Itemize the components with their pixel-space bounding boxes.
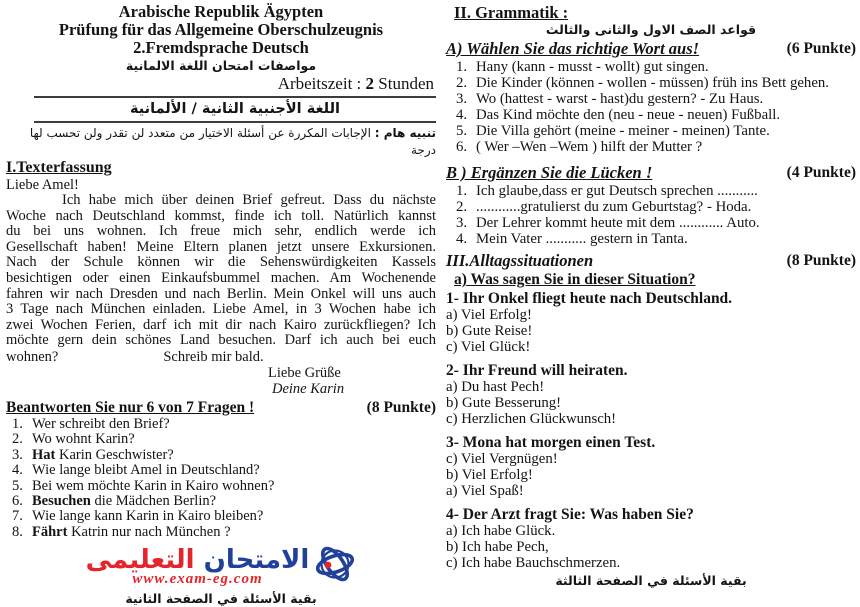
item-text: Ich glaube,dass er gut Deutsch sprechen ........... xyxy=(476,183,758,199)
letter-last-center: Schreib mir bald. xyxy=(163,348,264,365)
situation-options xyxy=(446,523,856,571)
logo-word-educational: التعليمى xyxy=(85,544,195,575)
section-1-title: I.Texterfassung xyxy=(6,159,112,176)
question-rest: Bei wem möchte Karin in Kairo wohnen? xyxy=(32,477,275,494)
item-number: 2. xyxy=(456,75,468,91)
section-3-points: (8 Punkte) xyxy=(786,252,856,269)
notice-lead: تنبيه هام : xyxy=(374,126,436,140)
question-rest: Katrin nur nach München ? xyxy=(67,523,231,540)
left-column xyxy=(6,3,436,607)
item-text: Mein Vater ........... gestern in Tanta. xyxy=(476,231,688,247)
item-number: 4. xyxy=(456,231,468,247)
logo-url: www.exam-eg.com xyxy=(132,570,263,587)
item-number: 1. xyxy=(456,59,468,75)
question-item xyxy=(6,509,436,524)
letter-last-line xyxy=(6,349,436,365)
situation-block-4 xyxy=(446,506,856,571)
question-item xyxy=(6,494,436,509)
grammar-arabic-subtitle: قواعد الصف الاول والثانى والثالث xyxy=(545,22,757,37)
grammar-item xyxy=(446,231,856,247)
option-item: c) Ich habe Bauchschmerzen. xyxy=(446,555,621,571)
question-text xyxy=(32,417,170,432)
grammar-item xyxy=(446,107,856,123)
question-rest: die Mädchen Berlin? xyxy=(90,492,217,509)
header-country: Arabische Republik Ägypten xyxy=(118,2,324,21)
grammar-item xyxy=(446,139,856,155)
part-a-heading xyxy=(446,39,856,59)
section-2-title: II. Grammatik : xyxy=(454,3,569,22)
grammar-item xyxy=(446,199,856,215)
letter-line: 3 Tage nach München einladen. Liebe Amel, in 3 Wochen habe ich xyxy=(6,301,436,318)
question-number: 7. xyxy=(12,508,23,525)
option-item: c) Viel Vergnügen! xyxy=(446,451,558,467)
question-rest: Wie lange kann Karin in Kairo bleiben? xyxy=(32,508,264,525)
part-b-heading xyxy=(446,163,856,183)
question-item xyxy=(6,479,436,494)
situation-options xyxy=(446,451,856,499)
letter-line: fahren wir nach Dresden und nach Berlin. Mein Onkel will uns auch xyxy=(6,285,436,302)
item-text: Das Kind möchte den (neu - neue - neuen) Fußball. xyxy=(476,107,781,123)
item-number: 2. xyxy=(456,199,468,215)
question-text xyxy=(32,432,135,447)
question-item xyxy=(6,432,436,447)
item-number: 3. xyxy=(456,91,468,107)
situation-title: 4- Der Arzt fragt Sie: Was haben Sie? xyxy=(446,506,694,523)
situation-title: 1- Ihr Onkel fliegt heute nach Deutschland. xyxy=(446,290,733,307)
question-text xyxy=(32,509,263,524)
right-column xyxy=(446,3,856,589)
section-3-heading xyxy=(446,251,856,271)
situation-options xyxy=(446,379,856,427)
part-b-title: B ) Ergänzen Sie die Lücken ! xyxy=(446,163,653,182)
letter-line: möchte gern dein schönes Land besuchen. Darf ich auch bei euch xyxy=(6,332,436,349)
grammar-item xyxy=(446,59,856,75)
letter-body xyxy=(6,193,436,349)
part-a-points: (6 Punkte) xyxy=(786,40,856,57)
letter-line: besichtigen oder einen Einkaufsbummel machen. Am Wochenende xyxy=(6,269,436,286)
option-item: b) Gute Besserung! xyxy=(446,395,562,411)
option-item: a) Ich habe Glück. xyxy=(446,523,556,539)
grammar-item xyxy=(446,183,856,199)
question-number: 6. xyxy=(12,492,23,509)
part-b-points: (4 Punkte) xyxy=(786,164,856,181)
footer-left: بقية الأسئلة في الصفحة الثانية xyxy=(125,591,317,607)
question-item xyxy=(6,417,436,432)
question-bold-word: Fährt xyxy=(32,523,68,540)
questions-task-title: Beantworten Sie nur 6 von 7 Fragen ! xyxy=(6,398,255,416)
question-number: 4. xyxy=(12,462,23,479)
question-item xyxy=(6,463,436,478)
grammar-item xyxy=(446,91,856,107)
situation-title: 2- Ihr Freund will heiraten. xyxy=(446,362,628,379)
item-number: 3. xyxy=(456,215,468,231)
footer-right: بقية الأسئلة في الصفحة الثالثة xyxy=(555,573,747,588)
question-number: 2. xyxy=(12,431,23,448)
question-item xyxy=(6,525,436,540)
worktime-line xyxy=(6,74,436,94)
part-a-title: A) Wählen Sie das richtige Wort aus! xyxy=(446,39,700,58)
letter-line: Nach der Schule können wir die Sehenswürdigkeiten Kassels xyxy=(6,254,436,271)
grammar-item xyxy=(446,123,856,139)
question-bold-word: Hat xyxy=(32,446,56,463)
header-exam-name: Prüfung für das Allgemeine Oberschulzeugnis xyxy=(58,20,384,39)
option-item: b) Ich habe Pech, xyxy=(446,539,549,555)
atom-icon xyxy=(314,544,356,589)
option-item: c) Herzlichen Glückwunsch! xyxy=(446,411,617,427)
question-text xyxy=(32,479,274,494)
question-number: 5. xyxy=(12,477,23,494)
item-number: 1. xyxy=(456,183,468,199)
exam-eg-logo xyxy=(6,543,436,589)
part-a-list xyxy=(446,59,856,155)
item-text: Der Lehrer kommt heute mit dem ............ Auto. xyxy=(476,215,760,231)
important-notice xyxy=(6,125,436,159)
letter-line: Gesellschaft haben! Meine Eltern planen jetzt unsere Exkursionen. xyxy=(6,238,436,255)
question-number: 3. xyxy=(12,446,23,463)
question-rest: Wo wohnt Karin? xyxy=(32,431,135,448)
subject-title-box: اللغة الأجنبية الثانية / الألمانية xyxy=(34,96,436,123)
question-list xyxy=(6,417,436,540)
questions-task-points: (8 Punkte) xyxy=(366,398,436,416)
option-item: b) Viel Erfolg! xyxy=(446,467,533,483)
logo-arabic-title xyxy=(86,546,310,574)
letter-salutation: Liebe Amel! xyxy=(6,177,79,193)
item-text: Die Villa gehört (meine - meiner - meinen) Tante. xyxy=(476,123,770,139)
option-item: c) Viel Glück! xyxy=(446,339,531,355)
worktime-unit: Stunden xyxy=(374,74,434,93)
situation-block-2 xyxy=(446,362,856,427)
question-bold-word: Besuchen xyxy=(32,492,91,509)
header-subject-arabic: مواصفات امتحان اللغة الالمانية xyxy=(125,58,317,73)
logo-text-block xyxy=(86,546,310,587)
grammar-item xyxy=(446,75,856,91)
letter-line: du bei uns wohnen. Ich freue mich sehr, endlich werde ich xyxy=(6,223,436,240)
item-number: 6. xyxy=(456,139,468,155)
item-number: 4. xyxy=(456,107,468,123)
situation-block-3 xyxy=(446,434,856,499)
part-b-list xyxy=(446,183,856,247)
question-number: 8. xyxy=(12,523,23,540)
letter-line: Ich habe mich über deinen Brief gefreut. Dass du nächste xyxy=(62,192,436,208)
grammar-item xyxy=(446,215,856,231)
situation-title: 3- Mona hat morgen einen Test. xyxy=(446,434,656,451)
letter-closing: Liebe Grüße xyxy=(268,364,341,381)
letter-signature: Deine Karin xyxy=(272,380,345,397)
option-item: a) Viel Erfolg! xyxy=(446,307,532,323)
question-text xyxy=(32,448,174,463)
section-3-title: III.Alltagssituationen xyxy=(446,251,594,270)
item-text: ............gratulierst du zum Geburtstag? - Hoda. xyxy=(476,199,752,215)
letter-line: Woche nach Deutschland kommst, finde ich toll. Natürlich kannst xyxy=(6,207,436,224)
situation-options xyxy=(446,307,856,355)
worktime-hours: 2 xyxy=(365,74,375,93)
option-item: a) Du hast Pech! xyxy=(446,379,545,395)
question-number: 1. xyxy=(12,415,23,432)
question-rest: Karin Geschwister? xyxy=(55,446,174,463)
question-rest: Wie lange bleibt Amel in Deutschland? xyxy=(32,462,260,479)
situations-subtitle: a) Was sagen Sie in dieser Situation? xyxy=(454,271,696,288)
notice-text: الإجابات المكررة عن أسئلة الاختيار من متعدد لن تقدر ولن تحسب لها درجة xyxy=(29,126,436,157)
question-item xyxy=(6,448,436,463)
item-text: ( Wer –Wen –Wem ) hilft der Mutter ? xyxy=(476,139,703,155)
letter-last-left: wohnen? xyxy=(6,348,59,365)
option-item: b) Gute Reise! xyxy=(446,323,533,339)
header-subject: 2.Fremdsprache Deutsch xyxy=(133,38,309,57)
worktime-label: Arbeitszeit : xyxy=(277,74,366,93)
item-number: 5. xyxy=(456,123,468,139)
questions-task-heading xyxy=(6,398,436,417)
item-text: Wo (hattest - warst - hast)du gestern? - Zu Haus. xyxy=(476,91,764,107)
question-text xyxy=(32,494,216,509)
letter-line: zwei Wochen Ferien, darf ich mit dir nach Kairo zurückfliegen? Ich xyxy=(6,316,436,333)
item-text: Hany (kann - musst - wollt) gut singen. xyxy=(476,59,709,75)
question-rest: Wer schreibt den Brief? xyxy=(32,415,170,432)
logo-word-exam: الامتحان xyxy=(203,544,310,575)
option-item: a) Viel Spaß! xyxy=(446,483,524,499)
situation-block-1 xyxy=(446,290,856,355)
question-text xyxy=(32,525,231,540)
item-text: Die Kinder (können - wollen - müssen) früh ins Bett gehen. xyxy=(476,75,829,91)
question-text xyxy=(32,463,260,478)
